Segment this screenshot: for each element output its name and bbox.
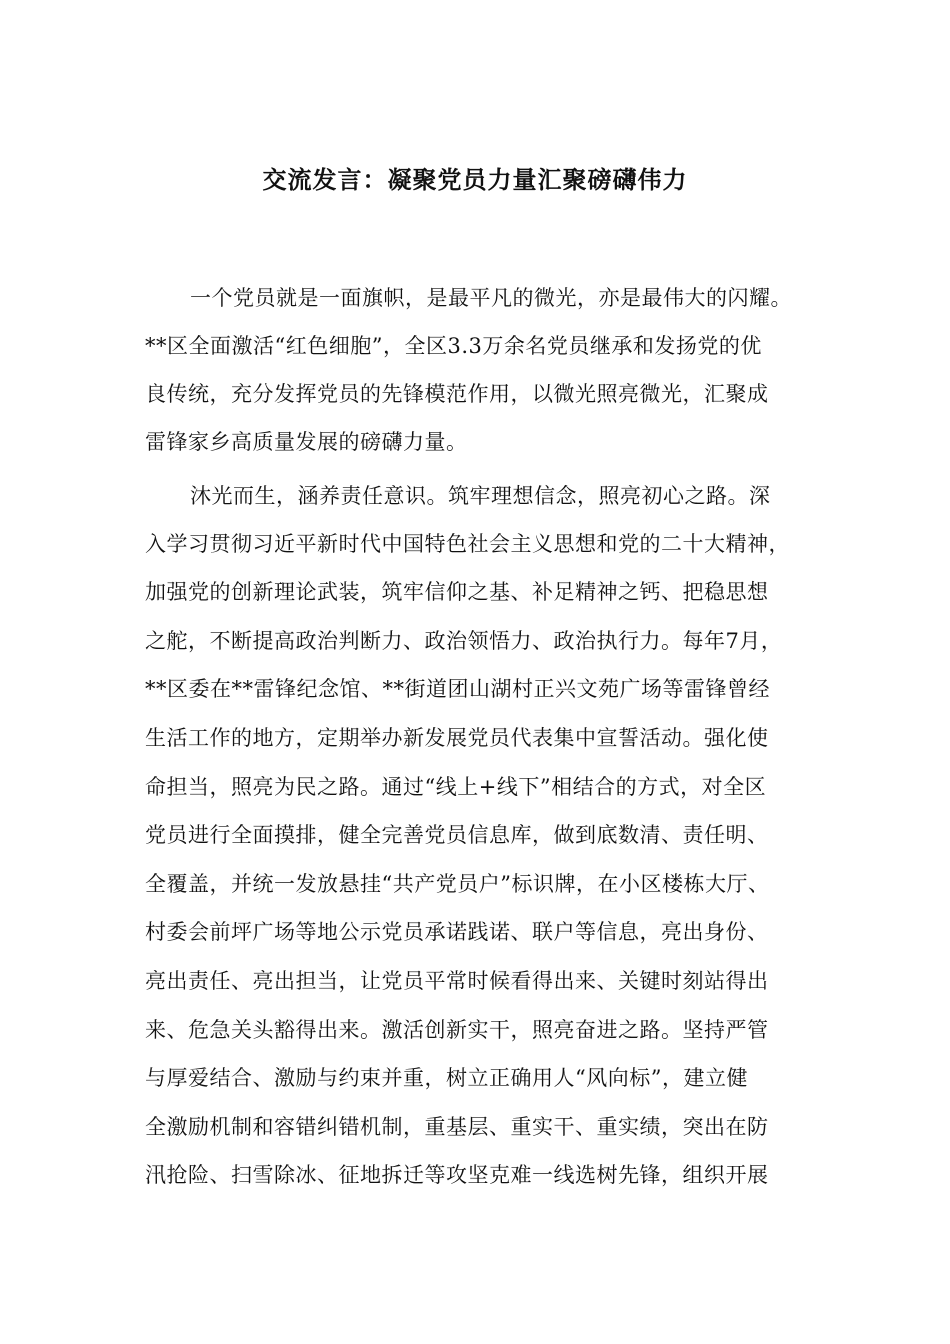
body-line: **区全面激活“红色细胞”，全区3.3万余名党员继承和发扬党的优	[145, 334, 762, 358]
body-line: 亮出责任、亮出担当，让党员平常时候看得出来、关键时刻站得出	[145, 969, 769, 993]
body-line: **区委在**雷锋纪念馆、**街道团山湖村正兴文苑广场等雷锋曾经	[145, 677, 770, 701]
body-line: 之舵，不断提高政治判断力、政治领悟力、政治执行力。每年7月，	[145, 629, 783, 653]
body-line: 加强党的创新理论武装，筑牢信仰之基、补足精神之钙、把稳思想	[145, 580, 769, 604]
body-line: 沐光而生，涵养责任意识。筑牢理想信念，照亮初心之路。深	[190, 484, 771, 508]
body-line: 良传统，充分发挥党员的先锋模范作用，以微光照亮微光，汇聚成	[145, 382, 769, 406]
body-line: 一个党员就是一面旗帜，是最平凡的微光，亦是最伟大的闪耀。	[190, 286, 792, 310]
body-line: 村委会前坪广场等地公示党员承诺践诺、联户等信息，亮出身份、	[145, 920, 769, 944]
document-title: 交流发言：凝聚党员力量汇聚磅礴伟力	[262, 165, 688, 194]
body-line: 命担当，照亮为民之路。通过“线上+线下”相结合的方式，对全区	[145, 775, 767, 799]
body-line: 生活工作的地方，定期举办新发展党员代表集中宣誓活动。强化使	[145, 726, 769, 750]
body-line: 入学习贯彻习近平新时代中国特色社会主义思想和党的二十大精神，	[145, 532, 790, 556]
body-line: 与厚爱结合、激励与约束并重，树立正确用人“风向标”，建立健	[145, 1066, 748, 1090]
body-line: 汛抢险、扫雪除冰、征地拆迁等攻坚克难一线选树先锋，组织开展	[145, 1163, 769, 1187]
body-line: 来、危急关头豁得出来。激活创新实干，照亮奋进之路。坚持严管	[145, 1018, 769, 1042]
body-line: 党员进行全面摸排，健全完善党员信息库，做到底数清、责任明、	[145, 823, 769, 847]
body-line: 全覆盖，并统一发放悬挂“共产党员户”标识牌，在小区楼栋大厅、	[145, 872, 770, 896]
body-line: 全激励机制和容错纠错机制，重基层、重实干、重实绩，突出在防	[145, 1115, 769, 1139]
body-line: 雷锋家乡高质量发展的磅礴力量。	[145, 430, 468, 454]
